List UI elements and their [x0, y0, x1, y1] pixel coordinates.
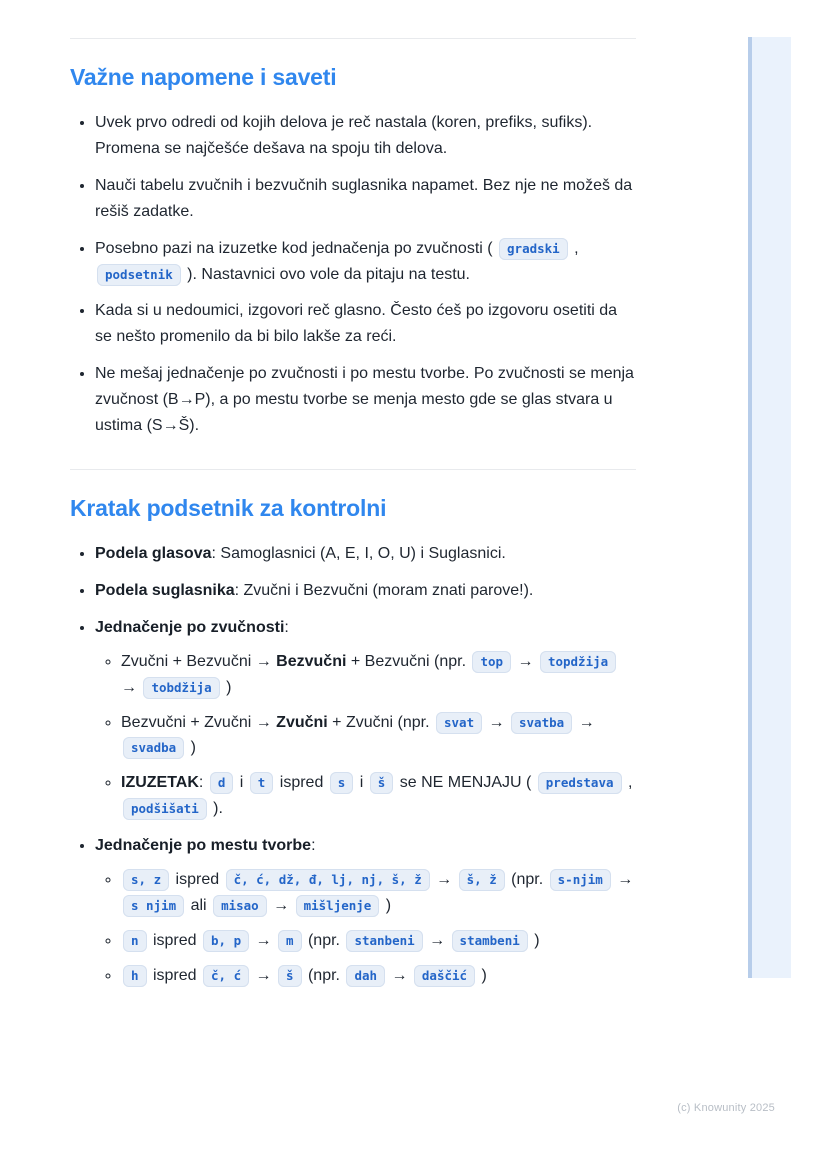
code-badge: d: [210, 772, 234, 794]
list-item: [95, 361, 636, 439]
code-badge: misao: [213, 895, 267, 917]
text-run: →: [513, 652, 538, 670]
code-badge: n: [123, 930, 147, 952]
list-item: [95, 298, 636, 350]
text-run: : Zvučni i Bezvučni (moram znati parove!).: [234, 581, 534, 599]
text-run: →: [387, 966, 412, 984]
list-item: [95, 173, 636, 225]
page-title: Važne napomene i saveti: [70, 64, 337, 90]
code-badge: predstava: [538, 772, 622, 794]
code-badge: gradski: [499, 238, 568, 260]
list-item: [121, 928, 636, 954]
sub-list: [95, 867, 636, 989]
code-badge: s njim: [123, 895, 184, 917]
code-badge: š, ž: [459, 869, 505, 891]
code-badge: stanbeni: [346, 930, 422, 952]
text-run: ): [529, 931, 540, 949]
text-run: Uvek prvo odredi od kojih delova je reč nastala (koren, prefiks, sufiks). Promena se najčešće dešava na spoju tih delova.: [95, 114, 593, 157]
bold-text: Zvučni: [276, 713, 328, 731]
code-badge: podsetnik: [97, 264, 181, 286]
text-run: i: [355, 774, 368, 792]
text-run: ). Nastavnici ovo vole da pitaju na testu.: [182, 265, 470, 283]
code-badge: b, p: [203, 930, 249, 952]
text-run: Nauči tabelu zvučnih i bezvučnih suglasnika napamet. Bez nje ne možeš da rešiš zadatke.: [95, 176, 633, 220]
code-badge: svatba: [511, 712, 572, 734]
next-page-preview[interactable]: [748, 37, 791, 978]
code-badge: č, ć, dž, đ, lj, nj, š, ž: [226, 869, 430, 891]
bold-text: Bezvučni: [276, 652, 347, 670]
text-run: + Bezvučni (npr.: [346, 652, 471, 670]
text-run: ,: [623, 774, 633, 792]
bold-text: Podela suglasnika: [95, 581, 235, 599]
bullet-list: [70, 110, 636, 439]
code-badge: svat: [436, 712, 482, 734]
code-badge: s: [330, 772, 354, 794]
text-run: (npr.: [303, 966, 345, 984]
text-run: →: [251, 931, 276, 949]
bold-text: Jednačenje po mestu tvorbe: [95, 837, 312, 855]
text-run: Ne mešaj jednačenje po zvučnosti i po mestu tvorbe. Po zvučnosti se menja zvučnost (B→P), a po mestu tvorbe se menja mesto gde se glas stvara u ustima (S→Š).: [95, 365, 634, 435]
bullet-list: [70, 541, 636, 989]
text-run: Zvučni + Bezvučni →: [121, 652, 277, 670]
code-badge: š: [278, 965, 302, 987]
code-badge: topdžija: [540, 651, 616, 673]
section-title: Kratak podsetnik za kontrolni: [70, 494, 387, 521]
text-run: : Samoglasnici (A, E, I, O, U) i Suglasnici.: [211, 544, 506, 562]
code-badge: s, z: [123, 869, 169, 891]
bold-text: Jednačenje po zvučnosti: [95, 618, 285, 636]
code-badge: s-njim: [550, 869, 611, 891]
code-badge: m: [278, 930, 302, 952]
text-run: ): [477, 966, 487, 984]
bold-text: IZUZETAK: [121, 774, 199, 792]
text-run: ispred: [171, 871, 224, 889]
text-run: →: [251, 966, 276, 984]
text-run: ): [186, 739, 196, 757]
list-item: [121, 963, 636, 989]
text-run: ispred: [148, 931, 201, 949]
copyright-footer: (c) Knowunity 2025: [677, 1102, 775, 1114]
list-item: [121, 770, 636, 822]
section-vazne-napomene: [70, 64, 636, 439]
text-run: ,: [569, 239, 579, 257]
code-badge: mišljenje: [296, 895, 380, 917]
text-run: + Zvučni (npr.: [327, 713, 434, 731]
text-run: :: [284, 618, 289, 636]
section-divider: [70, 469, 636, 470]
code-badge: stambeni: [452, 930, 528, 952]
text-run: Posebno pazi na izuzetke kod jednačenja po zvučnosti (: [95, 239, 498, 257]
text-run: →: [121, 678, 142, 696]
section-divider: [70, 38, 636, 39]
text-run: →: [484, 713, 509, 731]
code-badge: daščić: [414, 965, 475, 987]
list-item: [121, 710, 636, 762]
content-column: [70, 0, 636, 1000]
text-run: →: [612, 871, 634, 889]
sub-list: [95, 649, 636, 822]
text-run: →: [574, 713, 595, 731]
text-run: :: [198, 774, 208, 792]
section-kratak-podsetnik: [70, 495, 636, 989]
text-run: ): [381, 896, 392, 914]
text-run: (npr.: [506, 871, 548, 889]
code-badge: svadba: [123, 737, 184, 759]
code-badge: tobdžija: [143, 677, 219, 699]
list-item: [95, 110, 636, 162]
text-run: (npr.: [303, 931, 345, 949]
list-item: [95, 615, 636, 822]
code-badge: š: [370, 772, 394, 794]
text-run: :: [311, 837, 316, 855]
list-item: [95, 578, 636, 604]
list-item: [95, 541, 636, 567]
text-run: Kada si u nedoumici, izgovori reč glasno. Često ćeš po izgovoru osetiti da se nešto promenilo da bi bilo lakše za reći.: [95, 302, 618, 346]
code-badge: top: [472, 651, 511, 673]
code-badge: t: [250, 772, 274, 794]
code-badge: č, ć: [203, 965, 249, 987]
list-item: [121, 649, 636, 701]
text-run: ispred: [275, 774, 328, 792]
text-run: ).: [208, 800, 223, 818]
text-run: se NE MENJAJU (: [395, 774, 536, 792]
code-badge: podšišati: [123, 798, 207, 820]
code-badge: h: [123, 965, 147, 987]
code-badge: dah: [346, 965, 385, 987]
text-run: Bezvučni + Zvučni →: [121, 713, 277, 731]
text-run: →: [424, 931, 450, 949]
list-item: [95, 236, 636, 288]
text-run: i: [235, 774, 248, 792]
list-item: [95, 833, 636, 989]
list-item: [121, 867, 636, 919]
text-run: →: [268, 896, 294, 914]
text-run: →: [431, 871, 457, 889]
text-run: ispred: [148, 966, 201, 984]
bold-text: Podela glasova: [95, 544, 212, 562]
text-run: ali: [186, 896, 212, 914]
text-run: ): [221, 678, 232, 696]
